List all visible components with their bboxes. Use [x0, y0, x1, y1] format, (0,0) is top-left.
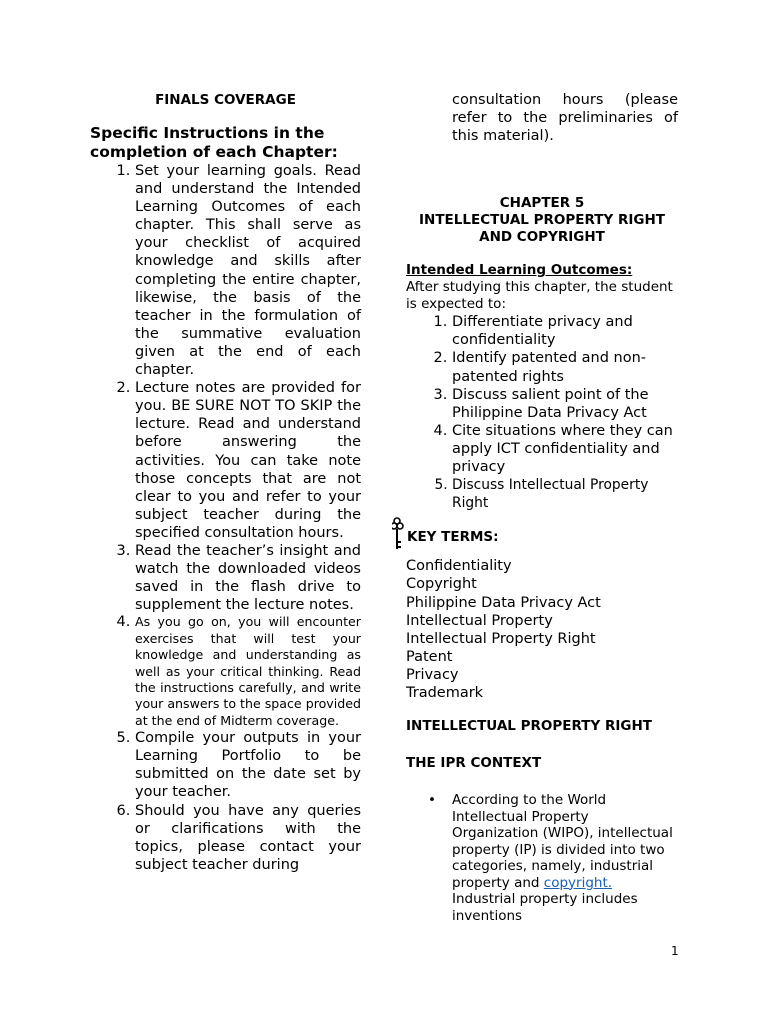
instruction-item: 5. Compile your outputs in your Learning Portfolio to be submitted on the date set by your teacher.: [135, 729, 361, 801]
key-term: Philippine Data Privacy Act: [406, 594, 601, 611]
page-number: 1: [671, 944, 679, 958]
ilo-item: 2. Identify patented and non-patented rights: [452, 349, 678, 385]
ilo-item: 1. Differentiate privacy and confidentiality: [452, 313, 678, 349]
key-terms-label: KEY TERMS:: [407, 529, 499, 546]
key-term: Confidentiality: [406, 558, 512, 575]
key-icon: [392, 517, 408, 551]
finals-coverage-title: FINALS COVERAGE: [155, 92, 296, 108]
chapter-heading: [406, 195, 678, 246]
ilo-item: 3. Discuss salient point of the Philippine Data Privacy Act: [452, 386, 678, 422]
instruction-item: 2. Lecture notes are provided for you. BE SURE NOT TO SKIP the lecture. Read and understand before answering the activities. You can take note those concepts that are not clear to you and refer to your subject teacher during the specified consultation hours.: [135, 379, 361, 542]
ilo-list: [406, 313, 678, 512]
key-term: Patent: [406, 648, 453, 665]
ilo-heading: Intended Learning Outcomes:: [406, 262, 633, 279]
left-column: [90, 91, 361, 874]
instruction-item: 4. As you go on, you will encounter exercises that will test your knowledge and understanding as well as your critical thinking. Read the instructions carefully, and write your answers to the space provided at the end of Midterm coverage.: [135, 614, 361, 729]
ipr-bullet-list: [406, 792, 678, 924]
bullet-icon: •: [428, 792, 436, 809]
right-column: [406, 91, 678, 924]
instructions-list: [90, 162, 361, 874]
ipr-text-before: According to the World Intellectual Property Organization (WIPO), intellectual property (IP) is divided into two categories, namely, industrial property and: [452, 792, 673, 891]
key-term: Intellectual Property Right: [406, 630, 596, 647]
ilo-item: 4. Cite situations where they can apply ICT confidentiality and privacy: [452, 422, 678, 476]
section-heading-ipr: INTELLECTUAL PROPERTY RIGHT: [406, 718, 652, 735]
ilo-item: 5. Discuss Intellectual Property Right: [452, 476, 678, 512]
key-terms-list: [406, 557, 678, 702]
instruction-item: 3. Read the teacher’s insight and watch the downloaded videos saved in the flash drive to supplement the lecture notes.: [135, 542, 361, 614]
instructions-heading: Specific Instructions in the completion of each Chapter:: [90, 124, 338, 161]
instruction-continuation: consultation hours (please refer to the preliminaries of this material).: [452, 92, 678, 145]
instruction-item: 1. Set your learning goals. Read and understand the Intended Learning Outcomes of each chapter. This shall serve as your checklist of acquired knowledge and skills after completing the entire chapter, likewise, the basis of the teacher in the formulation of the summative evaluation given at the end of each chapter.: [135, 162, 361, 379]
chapter-number: CHAPTER 5: [499, 195, 585, 212]
copyright-link[interactable]: copyright.: [543, 874, 613, 891]
instruction-item: 6. Should you have any queries or clarifications with the topics, please contact your subject teacher during: [135, 802, 361, 874]
ilo-intro: After studying this chapter, the student is expected to:: [406, 279, 673, 313]
key-term: Copyright: [406, 576, 477, 593]
ipr-text-after: Industrial property includes inventions: [452, 891, 638, 924]
chapter-title: INTELLECTUAL PROPERTY RIGHT AND COPYRIGHT: [419, 212, 665, 246]
key-terms-row: [406, 524, 678, 546]
section-heading-ipr-context: THE IPR CONTEXT: [406, 755, 542, 772]
key-term: Privacy: [406, 666, 459, 683]
ipr-bullet-item: [428, 792, 678, 924]
key-term: Intellectual Property: [406, 612, 553, 629]
key-term: Trademark: [406, 684, 484, 701]
